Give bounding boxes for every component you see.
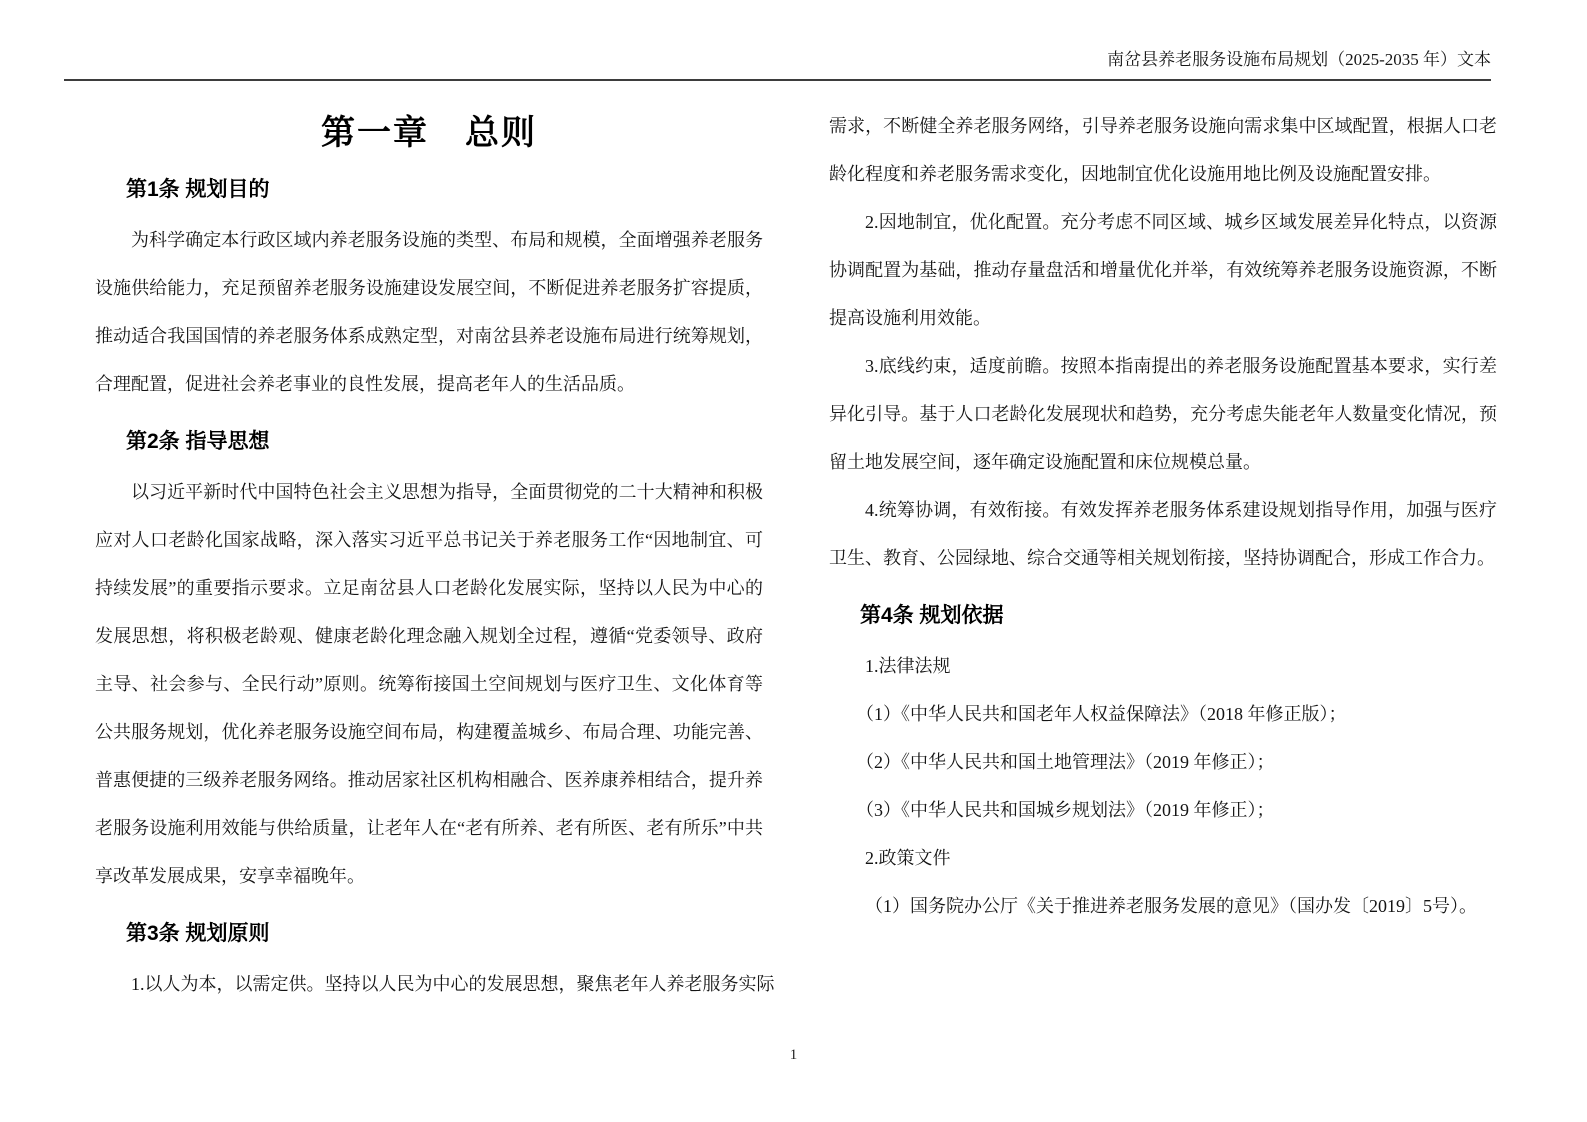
article-1-paragraph: 为科学确定本行政区域内养老服务设施的类型、布局和规模，全面增强养老服务设施供给能力，充足预留养老服务设施建设发展空间，不断促进养老服务扩容提质，推动适合我国国情的养老服务体系成熟定型，对南岔县养老设施布局进行统筹规划，合理配置，促进社会养老事业的良性发展，提高老年人的生活品质。	[95, 230, 763, 394]
page-number: 1	[789, 1047, 798, 1063]
laws-section-label: 1.法律法规	[865, 656, 951, 676]
left-column	[95, 102, 775, 1008]
article-2-heading: 第2条 指导思想	[126, 430, 270, 453]
policy-item-1: （1）国务院办公厅《关于推进养老服务发展的意见》（国办发〔2019〕5号）。	[865, 896, 1477, 916]
law-item-3: （3）《中华人民共和国城乡规划法》（2019 年修正）；	[856, 800, 1275, 820]
article-3-paragraph-continuation: 需求，不断健全养老服务网络，引导养老服务设施向需求集中区域配置，根据人口老龄化程度和养老服务需求变化，因地制宜优化设施用地比例及设施配置安排。	[829, 116, 1497, 184]
article-4-heading: 第4条 规划依据	[860, 604, 1004, 627]
article-2-paragraph: 以习近平新时代中国特色社会主义思想为指导，全面贯彻党的二十大精神和积极应对人口老龄化国家战略，深入落实习近平总书记关于养老服务工作“因地制宜、可持续发展”的重要指示要求。立足南岔县人口老龄化发展实际，坚持以人民为中心的发展思想，将积极老龄观、健康老龄化理念融入规划全过程，遵循“党委领导、政府主导、社会参与、全民行动”原则。统筹衔接国土空间规划与医疗卫生、文化体育等公共服务规划，优化养老服务设施空间布局，构建覆盖城乡、布局合理、功能完善、普惠便捷的三级养老服务网络。推动居家社区机构相融合、医养康养相结合，提升养老服务设施利用效能与供给质量，让老年人在“老有所养、老有所医、老有所乐”中共享改革发展成果，安享幸福晚年。	[95, 482, 763, 886]
article-3-principle-3: 3.底线约束，适度前瞻。按照本指南提出的养老服务设施配置基本要求，实行差异化引导。基于人口老龄化发展现状和趋势，充分考虑失能老年人数量变化情况，预留土地发展空间，逐年确定设施配置和床位规模总量。	[829, 356, 1497, 472]
article-1-heading: 第1条 规划目的	[126, 178, 270, 201]
law-item-2: （2）《中华人民共和国土地管理法》（2019 年修正）；	[856, 752, 1275, 772]
document-header	[64, 46, 1491, 81]
right-column	[829, 102, 1497, 1008]
policy-section-label: 2.政策文件	[865, 848, 951, 868]
article-3-heading: 第3条 规划原则	[126, 922, 270, 945]
header-title: 南岔县养老服务设施布局规划（2025-2035 年）文本	[1107, 50, 1491, 69]
law-item-1: （1）《中华人民共和国老年人权益保障法》（2018 年修正版）；	[856, 704, 1347, 724]
two-column-layout	[95, 102, 1497, 1008]
article-3-principle-2: 2.因地制宜，优化配置。充分考虑不同区域、城乡区域发展差异化特点，以资源协调配置为基础，推动存量盘活和增量优化并举，有效统筹养老服务设施资源，不断提高设施利用效能。	[829, 212, 1497, 328]
page-footer	[0, 1047, 1587, 1064]
article-3-paragraph-start: 1.以人为本，以需定供。坚持以人民为中心的发展思想，聚焦老年人养老服务实际	[131, 974, 775, 994]
chapter-title: 第一章 总则	[321, 114, 537, 152]
article-3-principle-4: 4.统筹协调，有效衔接。有效发挥养老服务体系建设规划指导作用，加强与医疗卫生、教育、公园绿地、综合交通等相关规划衔接，坚持协调配合，形成工作合力。	[829, 500, 1497, 568]
